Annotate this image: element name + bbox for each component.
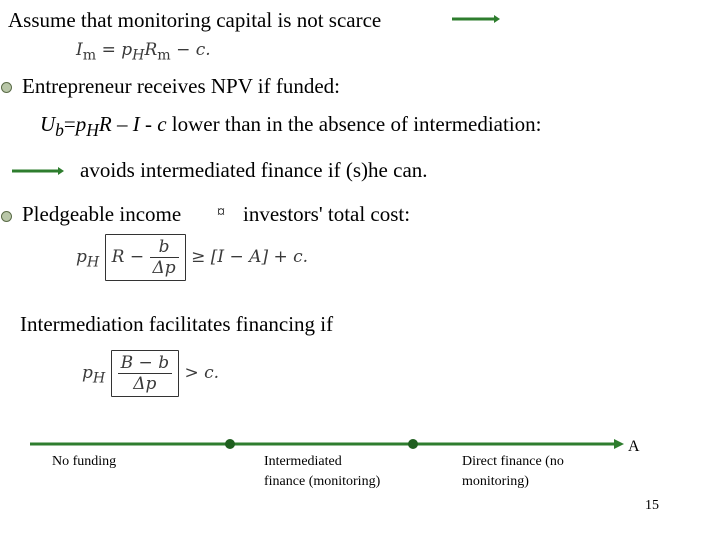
bullet-icon — [1, 82, 12, 93]
formula-operator: − — [176, 40, 191, 60]
formula-operator: > — [184, 363, 199, 383]
formula-symbol: p — [75, 112, 87, 136]
formula-fraction — [150, 237, 179, 278]
avoids-line: avoids intermediated finance if (s)he can. — [80, 158, 428, 182]
formula-pledgeable-income — [76, 234, 308, 281]
formula-subscript: b — [55, 120, 64, 141]
facilitates-line: Intermediation facilitates financing if — [20, 312, 334, 336]
formula-symbol: p — [82, 363, 93, 383]
formula-subscript: H — [86, 120, 99, 141]
formula-symbol: p — [76, 247, 87, 267]
formula-expression: R – I - c — [98, 112, 167, 136]
bullet-npv: Entrepreneur receives NPV if funded: — [22, 74, 340, 98]
heading-line: Assume that monitoring capital is not scarce — [8, 8, 382, 32]
formula-symbol: c. — [204, 363, 220, 383]
formula-bracket — [111, 350, 179, 397]
formula-operator: − — [129, 247, 145, 267]
fraction-denominator: Δp — [133, 374, 157, 394]
formula-symbol: c. — [195, 40, 211, 60]
bullet-icon — [1, 211, 12, 222]
fraction-numerator: b — [150, 237, 179, 258]
formula-subscript: H — [92, 370, 106, 387]
formula-subscript: H — [132, 47, 145, 64]
axis-label-intermediated: Intermediated finance (monitoring) — [264, 454, 381, 489]
formula-fraction — [118, 353, 172, 394]
axis-threshold-dot — [225, 439, 235, 449]
formula-symbol: R — [144, 40, 158, 60]
currency-sign-icon: ¤ — [217, 204, 225, 221]
utility-line — [40, 112, 542, 141]
formula-operator: ≥ — [191, 247, 206, 267]
investors-cost-text: investors' total cost: — [243, 202, 411, 226]
page-number: 15 — [645, 498, 659, 513]
fraction-denominator: Δp — [152, 258, 176, 278]
utility-line-text: lower than in the absence of intermediation: — [166, 112, 542, 136]
fraction-numerator: B − b — [118, 353, 172, 374]
formula-subscript: m — [157, 47, 171, 64]
formula-operator: = — [101, 40, 116, 60]
axis-end-label: A — [628, 438, 640, 455]
axis-arrowhead-icon — [614, 439, 624, 449]
bullet-pledgeable: Pledgeable income — [22, 202, 182, 226]
formula-expression: [I − A] + c. — [210, 247, 309, 267]
formula-subscript: H — [86, 254, 100, 271]
axis-label-no-funding: No funding — [52, 454, 117, 469]
formula-subscript: m — [82, 47, 97, 64]
formula-operator: = — [63, 112, 76, 136]
formula-symbol: p — [121, 40, 133, 60]
right-arrow-icon — [10, 162, 66, 180]
axis-threshold-dot — [408, 439, 418, 449]
formula-facilitates-condition — [82, 350, 219, 397]
formula-monitoring-capital — [76, 40, 211, 63]
formula-symbol: I — [76, 40, 83, 60]
axis-label-direct: Direct finance (no monitoring) — [462, 454, 564, 489]
formula-symbol: R — [111, 247, 125, 267]
formula-bracket — [105, 234, 186, 281]
formula-symbol: U — [40, 112, 56, 136]
right-arrow-icon — [450, 10, 502, 28]
